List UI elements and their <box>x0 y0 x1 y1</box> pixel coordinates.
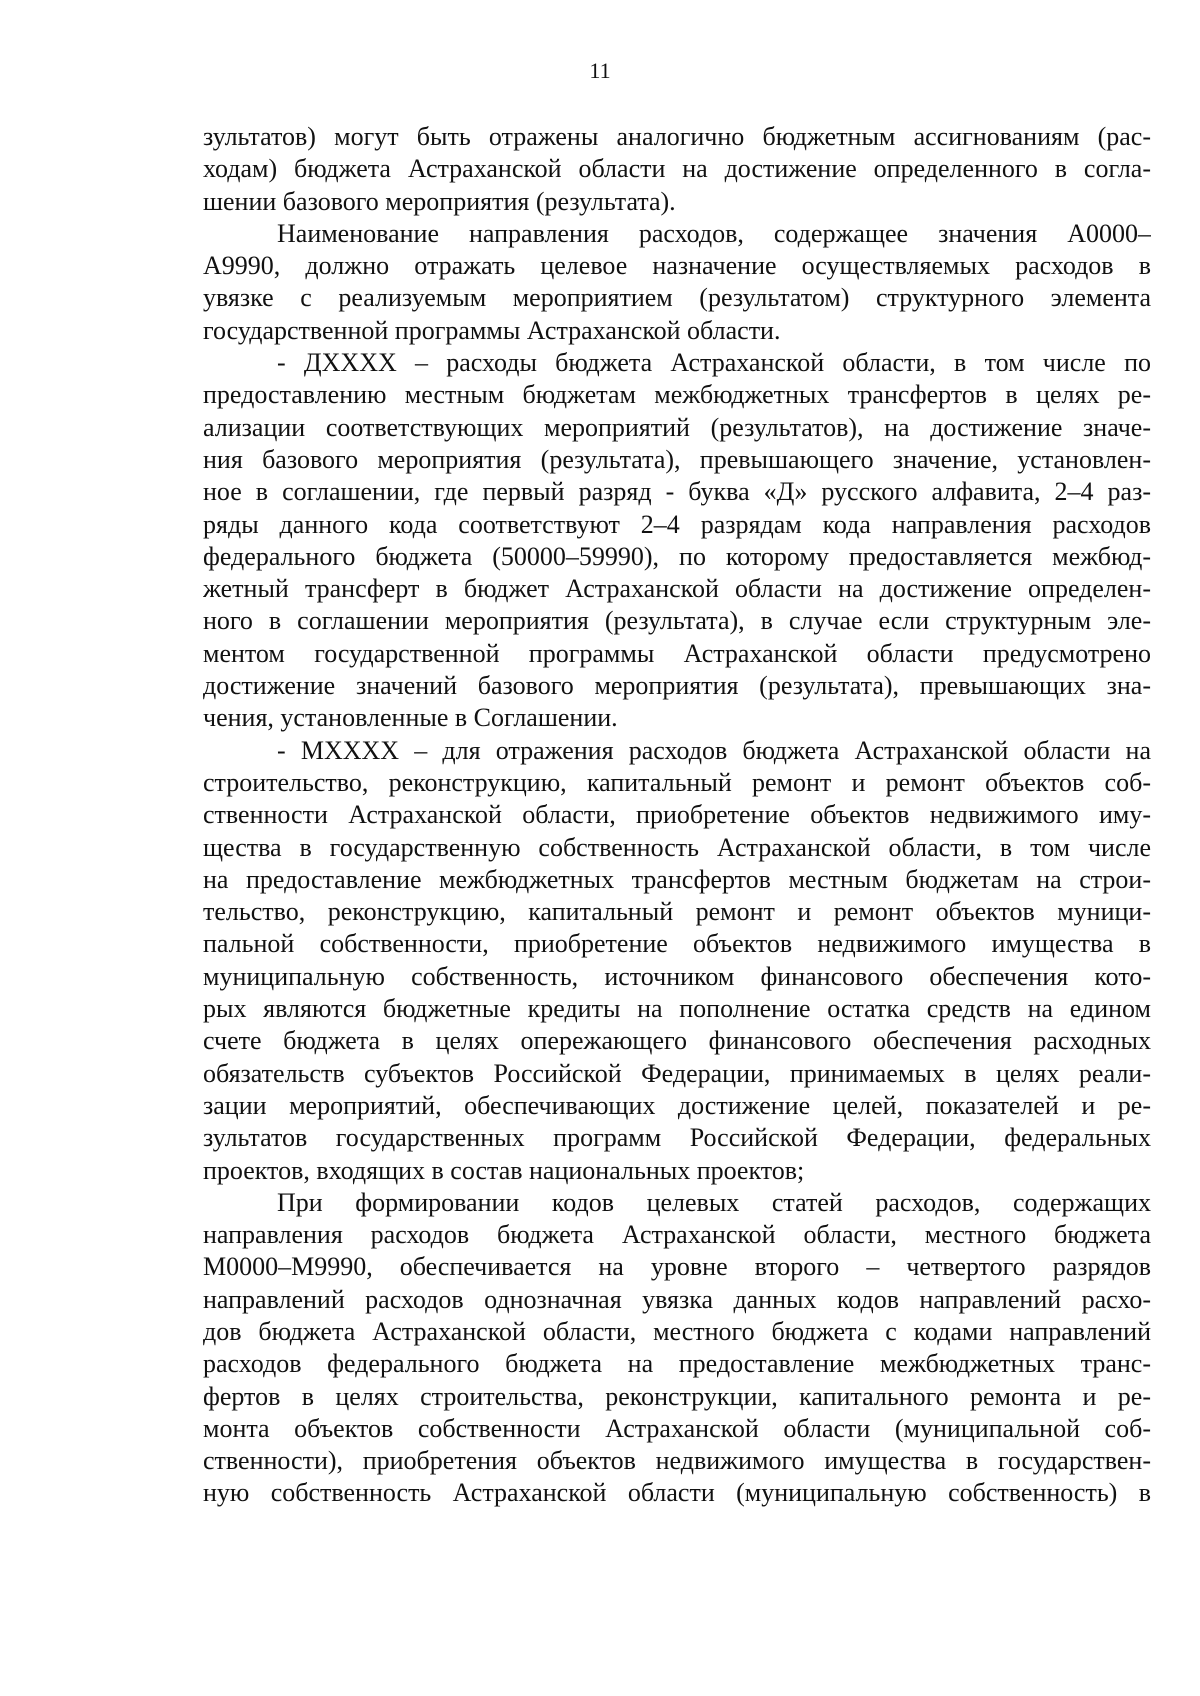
text-line: увязке с реализуемым мероприятием (результатом) структурного элемента <box>203 283 1151 313</box>
text-line: ментом государственной программы Астраханской области предусмотрено <box>203 638 1151 668</box>
text-line: жетный трансферт в бюджет Астраханской области на достижение определен- <box>203 574 1151 604</box>
text-line: зультатов государственных программ Российской Федерации, федеральных <box>203 1123 1151 1153</box>
paragraph-direction-naming <box>203 218 1151 347</box>
text-line: достижение значений базового мероприятия (результата), превышающих зна- <box>203 671 1151 701</box>
paragraph-mxxxx <box>203 735 1151 1187</box>
text-line: на предоставление межбюджетных трансфертов местным бюджетам на строи- <box>203 864 1151 894</box>
text-line: шении базового мероприятия (результата). <box>203 186 676 216</box>
text-line: монта объектов собственности Астраханской области (муниципальной соб- <box>203 1413 1151 1443</box>
text-line: А9990, должно отражать целевое назначение осуществляемых расходов в <box>203 251 1151 281</box>
paragraph-dxxxx <box>203 347 1151 735</box>
text-line: ходам) бюджета Астраханской области на достижение определенного в согла- <box>203 154 1151 184</box>
text-line: счете бюджета в целях опережающего финансового обеспечения расходных <box>203 1026 1151 1056</box>
text-line: направлений расходов однозначная увязка данных кодов направлений расхо- <box>203 1284 1151 1314</box>
text-line: зации мероприятий, обеспечивающих достижение целей, показателей и ре- <box>203 1090 1151 1120</box>
page-number: 11 <box>589 58 611 83</box>
text-line: Наименование направления расходов, содержащее значения А0000– <box>277 218 1151 248</box>
text-line: направления расходов бюджета Астраханской области, местного бюджета <box>203 1220 1151 1250</box>
text-line: щества в государственную собственность Астраханской области, в том числе <box>203 832 1151 862</box>
text-line: федерального бюджета (50000–59990), по которому предоставляется межбюд- <box>203 541 1151 571</box>
text-line: - ДХХХХ – расходы бюджета Астраханской области, в том числе по <box>277 348 1151 378</box>
text-line: тельство, реконструкцию, капитальный ремонт и ремонт объектов муници- <box>203 897 1151 927</box>
text-line: ния базового мероприятия (результата), превышающего значение, установлен- <box>203 444 1151 474</box>
text-line: ную собственность Астраханской области (муниципальную собственность) в <box>203 1478 1151 1508</box>
text-line: государственной программы Астраханской области. <box>203 315 781 345</box>
text-line: ряды данного кода соответствуют 2–4 разрядам кода направления расходов <box>203 509 1151 539</box>
text-line: фертов в целях строительства, реконструкции, капитального ремонта и ре- <box>203 1381 1151 1411</box>
text-line: - МХХХХ – для отражения расходов бюджета Астраханской области на <box>277 735 1151 765</box>
paragraph-continuation <box>203 121 1151 218</box>
text-line: ное в соглашении, где первый разряд - буква «Д» русского алфавита, 2–4 раз- <box>203 477 1151 507</box>
text-line: расходов федерального бюджета на предоставление межбюджетных транс- <box>203 1349 1151 1379</box>
text-line: предоставлению местным бюджетам межбюджетных трансфертов в целях ре- <box>203 380 1151 410</box>
text-line: дов бюджета Астраханской области, местного бюджета с кодами направлений <box>203 1316 1151 1346</box>
text-line: При формировании кодов целевых статей расходов, содержащих <box>277 1187 1151 1217</box>
text-line: ственности Астраханской области, приобретение объектов недвижимого иму- <box>203 800 1151 830</box>
text-line: проектов, входящих в состав национальных проектов; <box>203 1155 805 1185</box>
text-line: чения, установленные в Соглашении. <box>203 703 618 733</box>
document-body <box>203 121 1151 1510</box>
text-line: ственности), приобретения объектов недвижимого имущества в государствен- <box>203 1446 1151 1476</box>
text-line: рых являются бюджетные кредиты на пополнение остатка средств на едином <box>203 994 1151 1024</box>
text-line: строительство, реконструкцию, капитальный ремонт и ремонт объектов соб- <box>203 767 1151 797</box>
text-line: зультатов) могут быть отражены аналогично бюджетным ассигнованиям (рас- <box>203 122 1151 151</box>
text-line: пальной собственности, приобретение объектов недвижимого имущества в <box>203 929 1151 959</box>
text-line: М0000–М9990, обеспечивается на уровне второго – четвертого разрядов <box>203 1252 1151 1282</box>
text-line: муниципальную собственность, источником финансового обеспечения кото- <box>203 961 1151 991</box>
text-line: обязательств субъектов Российской Федерации, принимаемых в целях реали- <box>203 1058 1151 1088</box>
text-line: ного в соглашении мероприятия (результата), в случае если структурным эле- <box>203 606 1151 636</box>
text-line: ализации соответствующих мероприятий (результатов), на достижение значе- <box>203 412 1151 442</box>
paragraph-target-codes <box>203 1187 1151 1510</box>
